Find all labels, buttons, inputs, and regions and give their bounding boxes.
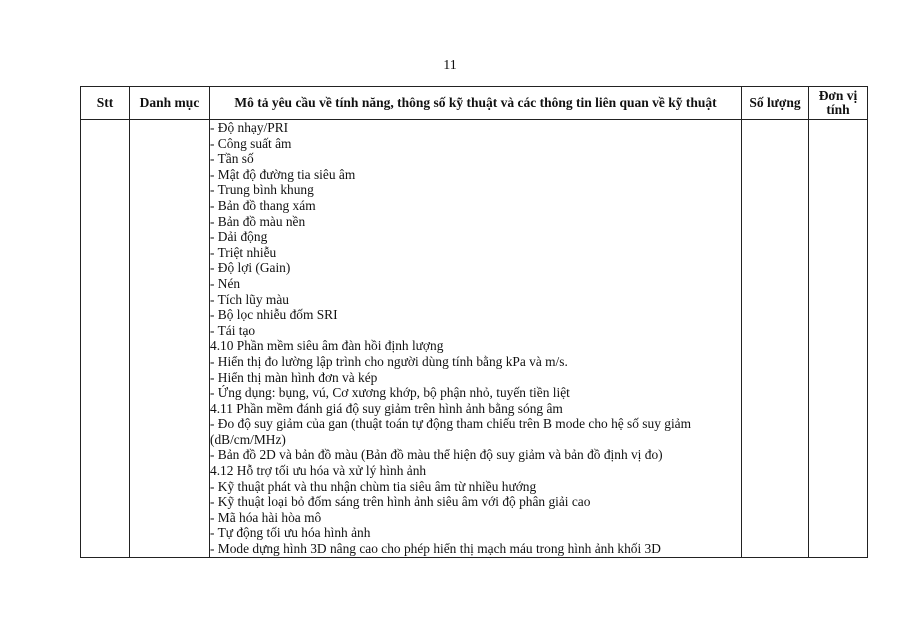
specification-table (80, 86, 868, 558)
description-lines (210, 120, 741, 557)
description-line: - Trung bình khung (210, 182, 314, 198)
description-line: - Bản đồ thang xám (210, 197, 316, 213)
description-line: - Kỹ thuật phát và thu nhận chùm tia siêu âm từ nhiều hướng (210, 478, 537, 494)
description-line: - Ứng dụng: bụng, vú, Cơ xương khớp, bộ phận nhỏ, tuyến tiền liệt (210, 385, 570, 401)
description-line: - Dải động (210, 229, 268, 245)
header-description: Mô tả yêu cầu về tính năng, thông số kỹ thuật và các thông tin liên quan về kỹ thuật (210, 87, 742, 120)
cell-stt (81, 120, 130, 558)
description-line: - Độ nhạy/PRI (210, 120, 289, 135)
description-line: - Công suất âm (210, 135, 292, 151)
description-line: - Mode dựng hình 3D nâng cao cho phép hiển thị mạch máu trong hình ảnh khối 3D (210, 541, 661, 557)
table-header-row (81, 87, 868, 120)
description-line: - Tần số (210, 151, 254, 167)
description-line: (dB/cm/MHz) (210, 431, 286, 447)
description-line: 4.11 Phần mềm đánh giá độ suy giảm trên hình ảnh bằng sóng âm (210, 400, 563, 416)
description-line: - Hiển thị đo lường lập trình cho người dùng tính bằng kPa và m/s. (210, 353, 568, 369)
cell-category (130, 120, 210, 558)
description-line: - Bản đồ màu nền (210, 213, 306, 229)
cell-quantity (742, 120, 809, 558)
cell-description (210, 120, 742, 558)
description-line: - Hiển thị màn hình đơn và kép (210, 369, 378, 385)
description-line: - Mật độ đường tia siêu âm (210, 166, 356, 182)
cell-unit (809, 120, 868, 558)
description-line: - Kỹ thuật loại bỏ đốm sáng trên hình ảnh siêu âm với độ phân giải cao (210, 494, 591, 510)
header-category: Danh mục (130, 87, 210, 120)
page-number: 11 (443, 58, 457, 73)
description-line: - Tự động tối ưu hóa hình ảnh (210, 525, 371, 541)
header-quantity: Số lượng (742, 87, 809, 120)
description-line: - Bộ lọc nhiễu đốm SRI (210, 307, 338, 323)
description-line: - Tái tạo (210, 322, 256, 338)
description-line: - Bản đồ 2D và bản đồ màu (Bản đồ màu thể hiện độ suy giảm và bản đồ định vị đo) (210, 447, 663, 463)
description-line: - Tích lũy màu (210, 291, 289, 307)
header-stt: Stt (81, 87, 130, 120)
description-line: - Đo độ suy giảm của gan (thuật toán tự động tham chiếu trên B mode cho hệ số suy giảm (210, 416, 692, 432)
description-line: - Triệt nhiễu (210, 244, 277, 260)
description-line: 4.10 Phần mềm siêu âm đàn hồi định lượng (210, 338, 444, 354)
description-line: - Mã hóa hài hòa mô (210, 509, 322, 525)
description-line: 4.12 Hỗ trợ tối ưu hóa và xử lý hình ảnh (210, 463, 427, 479)
description-line: - Nén (210, 275, 241, 291)
table-row (81, 120, 868, 558)
description-line: - Độ lợi (Gain) (210, 260, 291, 276)
header-unit: Đơn vị tính (809, 87, 868, 120)
